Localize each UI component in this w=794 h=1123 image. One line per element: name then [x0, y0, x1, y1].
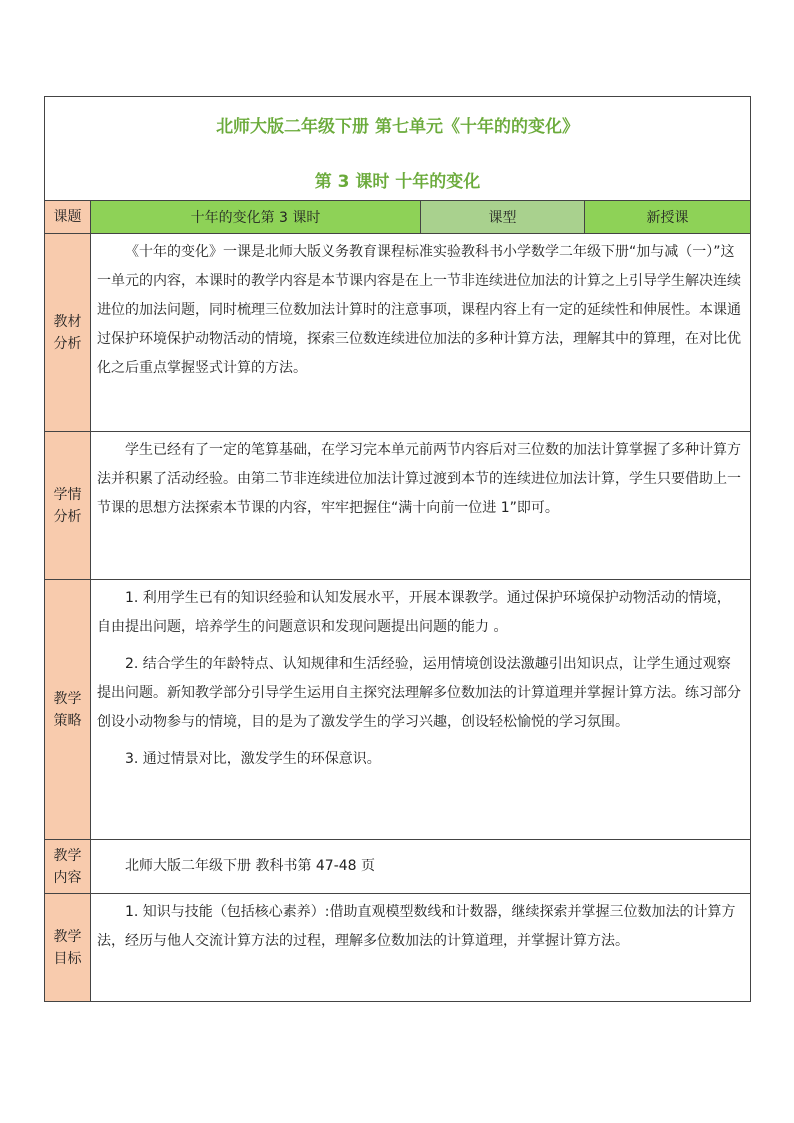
section-label-teaching-objectives: 教学目标: [45, 894, 91, 1002]
document-title: 北师大版二年级下册 第七单元《十年的的变化》: [216, 116, 579, 137]
paragraph: 北师大版二年级下册 教科书第 47-48 页: [125, 858, 376, 874]
section-label-student-analysis: 学情分析: [45, 432, 91, 580]
title-cell: [45, 97, 751, 201]
strategy-item: 3. 通过情景对比，激发学生的环保意识。: [125, 751, 381, 767]
paragraph: 1. 知识与技能（包括核心素养）:借助直观模型数线和计数器，继续探索并掌握三位数加法的计算方法，经历与他人交流计算方法的过程，理解多位数加法的计算道理，并掌握计算方法。: [97, 904, 736, 949]
strategy-item: 2. 结合学生的年龄特点、认知规律和生活经验，运用情境创设法激趣引出知识点，让学生通过观察提出问题。新知教学部分引导学生运用自主探究法理解多位数加法的计算道理并掌握计算方法。练习部分创设小动物参与的情境，目的是为了激发学生的学习兴趣，创设轻松愉悦的学习氛围。: [97, 656, 741, 730]
topic-label: 课题: [45, 201, 91, 234]
lesson-plan-table: [44, 96, 751, 1002]
section-body-teaching-objectives: [91, 894, 751, 1002]
lesson-type-value: 新授课: [585, 201, 751, 234]
paragraph: 《十年的变化》一课是北师大版义务教育课程标准实验教科书小学数学二年级下册“加与减（一）”这一单元的内容，本课时的教学内容是本节课内容是在上一节非连续进位加法的计算之上引导学生解决连续进位的加法问题，同时梳理三位数加法计算时的注意事项，课程内容上有一定的延续性和伸展性。本课通过保护环境保护动物活动的情境，探索三位数连续进位加法的多种计算方法，理解其中的算理，在对比优化之后重点掌握竖式计算的方法。: [97, 244, 741, 376]
section-body-teaching-content: [91, 840, 751, 894]
section-body-teaching-strategy: [91, 580, 751, 840]
paragraph: 学生已经有了一定的笔算基础，在学习完本单元前两节内容后对三位数的加法计算掌握了多种计算方法并积累了活动经验。由第二节非连续进位加法计算过渡到本节的连续进位加法计算，学生只要借助上一节课的思想方法探索本节课的内容，牢牢把握住“满十向前一位进 1”即可。: [97, 442, 741, 516]
topic-value: 十年的变化第 3 课时: [91, 201, 421, 234]
lesson-subtitle: 第 3 课时 十年的变化: [314, 171, 481, 192]
section-label-textbook-analysis: 教材分析: [45, 234, 91, 432]
section-label-teaching-content: 教学内容: [45, 840, 91, 894]
lesson-type-label: 课型: [421, 201, 585, 234]
section-body-textbook-analysis: [91, 234, 751, 432]
section-body-student-analysis: [91, 432, 751, 580]
strategy-item: 1. 利用学生已有的知识经验和认知发展水平，开展本课教学。通过保护环境保护动物活动的情境，自由提出问题，培养学生的问题意识和发现问题提出问题的能力 。: [97, 590, 731, 635]
section-label-teaching-strategy: 教学策略: [45, 580, 91, 840]
